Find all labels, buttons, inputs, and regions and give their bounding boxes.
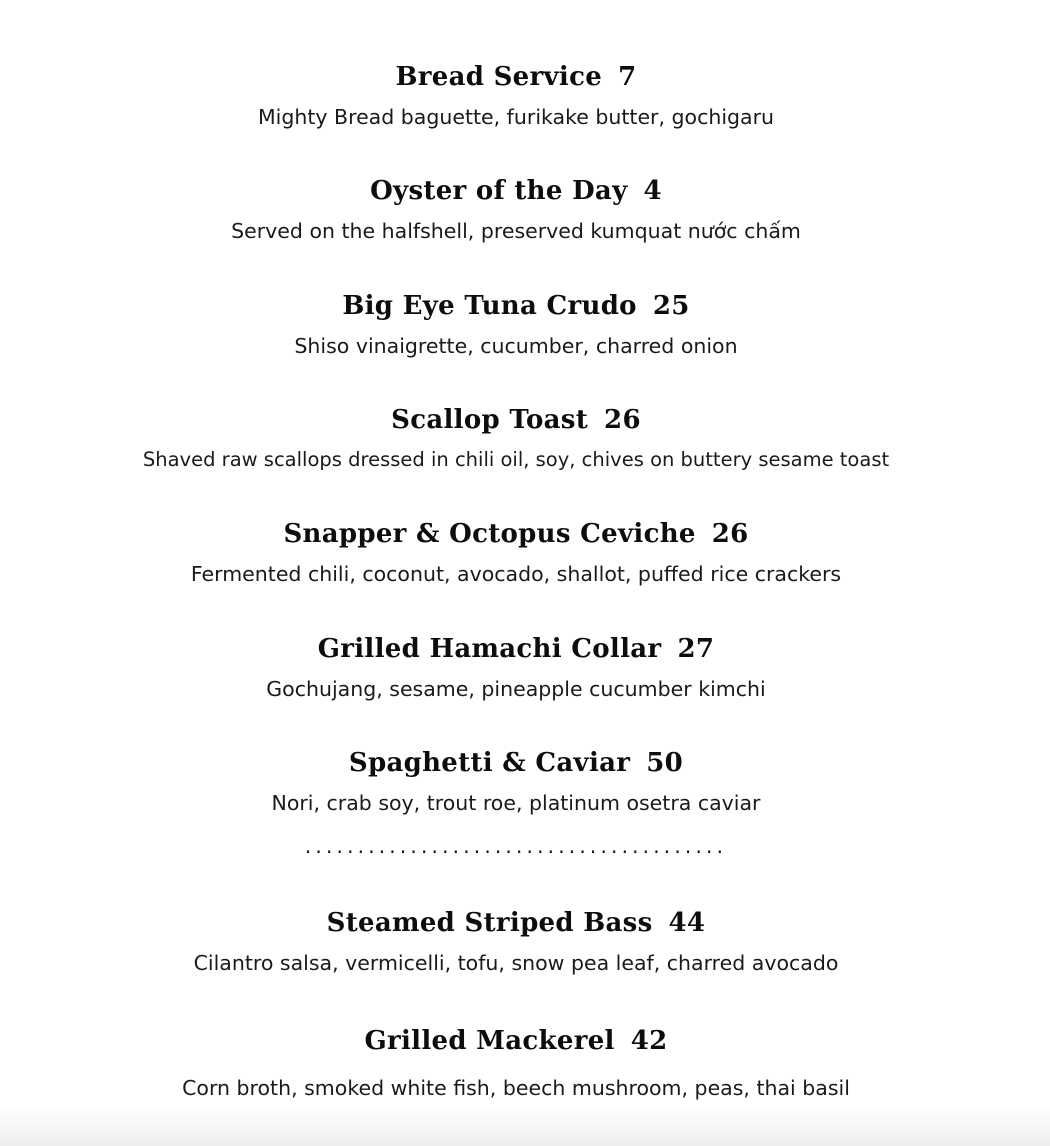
- dish-description: Gochujang, sesame, pineapple cucumber kimchi: [266, 677, 766, 701]
- dish-description: Mighty Bread baguette, furikake butter, gochigaru: [257, 105, 775, 129]
- dish-title: [0, 1025, 1032, 1057]
- dish-price: 7: [618, 62, 637, 92]
- menu-item-grilled-hamachi-collar: [0, 633, 1032, 703]
- bottom-edge-shadow: [0, 1106, 1050, 1146]
- dish-price: 26: [711, 519, 749, 549]
- menu-item-spaghetti-caviar: [0, 747, 1032, 817]
- dish-price: 26: [604, 405, 641, 435]
- dish-price: 27: [677, 634, 715, 664]
- dish-description: Shiso vinaigrette, cucumber, charred onion: [294, 334, 738, 358]
- dish-name: Big Eye Tuna Crudo: [342, 291, 637, 321]
- menu-item-grilled-mackerel: [0, 1025, 1032, 1102]
- dish-title: [0, 175, 1032, 207]
- dish-name: Scallop Toast: [391, 405, 589, 435]
- dish-title: [0, 290, 1032, 322]
- dish-title: [0, 907, 1032, 939]
- menu-item-oyster-of-the-day: [0, 175, 1032, 245]
- dish-name: Bread Service: [395, 62, 603, 92]
- dish-description: Nori, crab soy, trout roe, platinum osetra caviar: [271, 791, 761, 815]
- dish-name: Steamed Striped Bass: [326, 908, 653, 938]
- dish-name: Grilled Hamachi Collar: [317, 634, 662, 664]
- menu-item-bread-service: [0, 61, 1032, 131]
- dish-price: 42: [630, 1026, 668, 1056]
- dish-name: Grilled Mackerel: [364, 1026, 615, 1056]
- dish-title: [0, 61, 1032, 93]
- dish-description: Shaved raw scallops dressed in chili oil, soy, chives on buttery sesame toast: [142, 448, 890, 471]
- dish-title: [0, 404, 1032, 436]
- menu-item-big-eye-tuna-crudo: [0, 290, 1032, 360]
- menu-item-scallop-toast: [0, 404, 1032, 474]
- dish-description: Fermented chili, coconut, avocado, shallot, puffed rice crackers: [190, 562, 842, 586]
- dish-description: Cilantro salsa, vermicelli, tofu, snow pea leaf, charred avocado: [193, 951, 839, 975]
- dish-name: Spaghetti & Caviar: [348, 748, 631, 778]
- dish-price: 4: [643, 176, 662, 206]
- menu-item-snapper-octopus-ceviche: [0, 518, 1032, 588]
- dish-title: [0, 747, 1032, 779]
- dish-title: [0, 518, 1032, 550]
- dish-description: Served on the halfshell, preserved kumquat nước chấm: [231, 219, 801, 243]
- dish-price: 44: [668, 908, 706, 938]
- dish-name: Snapper & Octopus Ceviche: [283, 519, 696, 549]
- dish-title: [0, 633, 1032, 665]
- dish-name: Oyster of the Day: [370, 176, 628, 206]
- dish-price: 50: [646, 748, 684, 778]
- dotted-divider: ........................................: [304, 834, 728, 858]
- menu-item-steamed-striped-bass: [0, 907, 1032, 977]
- dish-description: Corn broth, smoked white fish, beech mushroom, peas, thai basil: [182, 1076, 850, 1100]
- dish-price: 25: [652, 291, 690, 321]
